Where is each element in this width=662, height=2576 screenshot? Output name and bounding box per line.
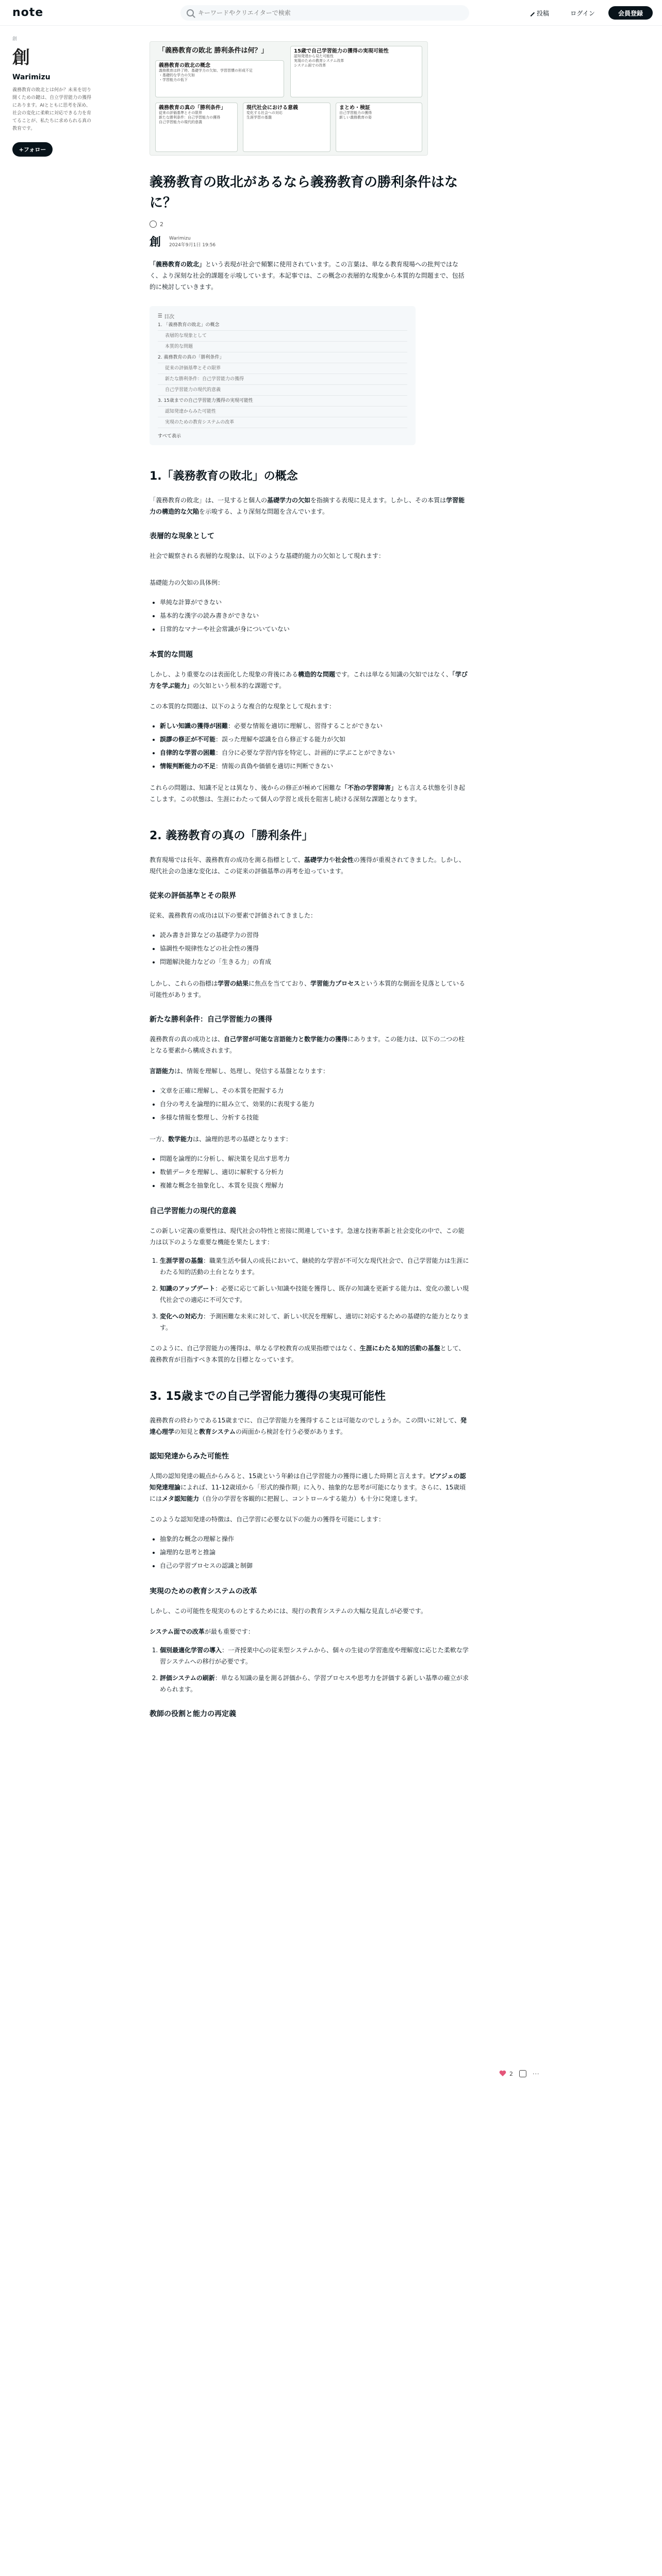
toc-item[interactable]: 従来の評価基準とその限界 (158, 363, 407, 374)
eyecatch-line: 自己学習能力の獲得 (339, 111, 372, 115)
list-item: 2. 評価システムの刷新：単なる知識の量を測る評価から、学習プロセスや思考力を評価する新しい基準の確立が求められます。 (160, 1672, 469, 1695)
like-heart-icon[interactable] (499, 2071, 506, 2077)
eyecatch-box-3 (155, 103, 238, 152)
toc-list (158, 320, 407, 428)
paragraph: これらの問題は、知識不足とは異なり、後からの修正が極めて困難な「不治の学習障害」とも言える状態を引き起こします。この状態は、生涯にわたって個人の学習と成長を阻害し続ける深刻な課題となります。 (150, 784, 466, 803)
toc-item[interactable]: 2. 義務教育の真の「勝利条件」 (158, 352, 407, 363)
bullet-list (150, 1532, 469, 1572)
toc-show-all[interactable]: すべて表示 (158, 434, 181, 439)
bullet-list (150, 1152, 469, 1192)
eyecatch-box-5 (336, 103, 422, 152)
list-item: • 文章を正確に理解し、その本質を把握する力 (160, 1084, 469, 1097)
list-item: 3. 変化への対応力：予測困難な未来に対して、新しい状況を理解し、適切に対応するための基礎的な能力となります。 (160, 1311, 469, 1333)
table-of-contents (150, 306, 416, 445)
section-1-heading: 1.「義務教育の敗北」の概念 (150, 470, 298, 483)
author-avatar[interactable]: 創 (150, 235, 161, 249)
creator-sidebar (12, 46, 95, 157)
eyecatch-line: 認知発達から見た可能性 (294, 54, 334, 58)
paragraph: 社会で観察される表層的な現象は、以下のような基礎的能力の欠如として現れます： (150, 552, 385, 560)
subheading: 自己学習能力の現代的意義 (150, 1207, 236, 1215)
numbered-list (150, 1645, 469, 1695)
paragraph: この新しい定義の重要性は、現代社会の特性と密接に関連しています。急速な技術革新と社会変化の中で、この能力は以下のような重要な機能を果たします： (150, 1227, 465, 1246)
toc-item[interactable]: 3. 15歳までの自己学習能力獲得の実現可能性 (158, 396, 407, 406)
intro-text: という表現が社会で頻繁に使用されています。この言葉は、単なる教育現場への批判ではなく、より深刻な社会的課題を示唆しています。本記事では、この概念の表層的な現象から本質的な問題まで、包括的に検討していきます。 (150, 261, 465, 291)
paragraph: 従来、義務教育の成功は以下の要素で評価されてきました： (150, 912, 317, 919)
bullet-list (150, 928, 469, 969)
eyecatch-line: 実現のための教育システム改革 (294, 59, 344, 63)
pen-icon (527, 9, 535, 16)
creator-name[interactable]: Warimizu (12, 73, 51, 81)
bullet-list (150, 1084, 469, 1124)
eyecatch-box-4 (243, 103, 330, 152)
eyecatch-line: 生涯学習の基盤 (246, 115, 272, 120)
floating-like-count: 2 (509, 2070, 513, 2077)
search-bar[interactable] (180, 5, 469, 21)
toc-title: 目次 (164, 314, 175, 320)
eyecatch-line: 従来の評価基準とその限界 (159, 111, 202, 115)
paragraph: このように、自己学習能力の獲得は、単なる学校教育の成果指標ではなく、生涯にわたる知的活動の基盤として、義務教育が目指すべき本質的な目標となっています。 (150, 1345, 465, 1363)
list-item: • 自分の考えを論理的に組み立て、効果的に表現する能力 (160, 1097, 469, 1111)
list-item: • 日常的なマナーや社会常識が身についていない (160, 622, 469, 636)
eyecatch-image (150, 41, 428, 156)
author-info (169, 235, 216, 249)
list-item: 1. 個別最適化学習の導入：一斉授業中心の従来型システムから、個々の生徒の学習進度や理解度に応じた柔軟な学習システムへの移行が必要です。 (160, 1645, 469, 1667)
follow-button[interactable]: + フォロー (12, 142, 53, 157)
eyecatch-line: 義務教育は終了時、基礎学力の欠如、学習習慣の形成不足 (159, 69, 253, 73)
paragraph: 言語能力は、情報を理解し、処理し、発信する基盤となります： (150, 1067, 329, 1075)
list-item: • 新しい知識の獲得が困難：必要な情報を適切に理解し、習得することができない (160, 719, 469, 733)
toc-item[interactable]: 本質的な問題 (158, 342, 407, 352)
eyecatch-line: システム面での改革 (294, 63, 326, 67)
paragraph: しかし、より重要なのは表面化した現象の背後にある構造的な問題です。これは単なる知識の欠如ではなく、「学び方を学ぶ能力」の欠如という根本的な課題です。 (150, 671, 468, 689)
paragraph: 教育現場では長年、義務教育の成功を測る指標として、基礎学力や社会性の獲得が重視されてきました。しかし、現代社会の急速な変化は、この従来の評価基準の再考を迫っています。 (150, 856, 465, 875)
bullet-list (150, 596, 469, 636)
signup-button[interactable]: 会員登録 (608, 6, 653, 20)
site-header (0, 0, 662, 26)
paragraph: この本質的な問題は、以下のような複合的な現象として現れます： (150, 703, 336, 710)
list-item: • 問題解決能力などの「生きる力」の育成 (160, 955, 469, 969)
eyecatch-box-5-title: まとめ・検証 (339, 105, 370, 111)
list-item: • 単純な計算ができない (160, 596, 469, 609)
paragraph: 一方、数学能力は、論理的思考の基礎となります： (150, 1136, 292, 1143)
author-block (150, 235, 469, 249)
subheading: 表層的な現象として (150, 532, 214, 540)
toc-item[interactable]: 1. 「義務教育の敗北」の概念 (158, 320, 407, 331)
eyecatch-box-4-title: 現代社会における意義 (246, 105, 298, 111)
list-item: • 数値データを理解し、適切に解釈する分析力 (160, 1165, 469, 1179)
heart-icon[interactable] (150, 221, 157, 228)
paragraph: システム面での改革が最も重要です： (150, 1628, 254, 1635)
more-icon[interactable]: ··· (533, 2070, 540, 2077)
eyecatch-line: ・基礎的な学力の欠如 (159, 73, 195, 77)
paragraph: 義務教育の真の成功とは、自己学習が可能な言語能力と数学能力の獲得にあります。この能力は、以下の二つの柱となる要素から構成されます。 (150, 1036, 465, 1054)
search-input[interactable] (198, 9, 456, 16)
numbered-list (150, 1255, 469, 1333)
toc-item[interactable]: 実現のための教育システムの改革 (158, 417, 407, 428)
eyecatch-box-1-title: 義務教育の敗北の概念 (159, 63, 210, 69)
list-item: • 基本的な漢字の読み書きができない (160, 609, 469, 622)
eyecatch-line: 新たな勝利条件：自己学習能力の獲得 (159, 115, 220, 120)
eyecatch-line: 新しい義務教育の姿 (339, 115, 372, 120)
subheading: 新たな勝利条件：自己学習能力の獲得 (150, 1015, 272, 1024)
paragraph: 基礎能力の欠如の具体例： (150, 579, 224, 586)
eyecatch-line: 変化する社会への対応 (246, 111, 283, 115)
list-item: 2. 知識のアップデート：必要に応じて新しい知識や技能を獲得し、既存の知識を更新する能力は、変化の激しい現代社会での適応に不可欠です。 (160, 1283, 469, 1306)
eyecatch-main-title (155, 46, 284, 56)
subheading: 教師の役割と能力の再定義 (150, 1710, 236, 1718)
paragraph: 「義務教育の敗北」は、一見すると個人の基礎学力の欠如を指摘する表現に見えます。しかし、その本質は学習能力の構造的な欠陥を示唆する、より深刻な問題を含んでいます。 (150, 497, 465, 515)
list-item: • 読み書き計算などの基礎学力の習得 (160, 928, 469, 942)
list-item: • 情報判断能力の不足：情報の真偽や価値を適切に判断できない (160, 759, 469, 773)
eyecatch-box-2-title: 15歳で自己学習能力の獲得の実現可能性 (294, 48, 389, 54)
paragraph: 義務教育の終わりである15歳までに、自己学習能力を獲得することは可能なのでしょうか。この問いに対して、発達心理学の知見と教育システムの両面から検討を行う必要があります。 (150, 1417, 467, 1435)
eyecatch-line: 自己学習能力の現代的意義 (159, 120, 202, 124)
publish-date: 2024年9月1日 19:56 (169, 243, 216, 248)
toc-item[interactable]: 表層的な現象として (158, 331, 407, 342)
intro-paragraph (150, 259, 469, 293)
list-item: • 問題を論理的に分析し、解決策を見出す思考力 (160, 1152, 469, 1165)
eyecatch-main-text: 「義務教育の敗北 勝利条件は何？」 (158, 47, 268, 55)
article-title: 義務教育の敗北があるなら義務教育の勝利条件はなに？ (150, 175, 458, 211)
list-item: 1. 生涯学習の基盤：職業生活や個人の成長において、継続的な学習が不可欠な現代社会で、自己学習能力は生涯にわたる知的活動の土台となります。 (160, 1255, 469, 1278)
list-item: • 多様な情報を整理し、分析する技能 (160, 1111, 469, 1124)
share-icon[interactable] (519, 2070, 526, 2077)
note-logo[interactable]: note (12, 6, 44, 19)
creator-avatar[interactable]: 創 (12, 47, 30, 68)
like-count-value: 2 (160, 221, 163, 228)
paragraph: しかし、この可能性を現実のものとするためには、現行の教育システムの大幅な見直しが必要です。 (150, 1607, 427, 1615)
eyecatch-box-3-title: 義務教育の真の「勝利条件」 (159, 105, 226, 111)
follow-label: フォロー (23, 146, 46, 153)
eyecatch-box-1 (155, 60, 284, 97)
bullet-list (150, 719, 469, 773)
author-name[interactable]: Warimizu (169, 236, 191, 241)
section-3-heading: 3. 15歳までの自己学習能力獲得の実現可能性 (150, 1390, 386, 1403)
list-item: • 誤謬の修正が不可能：誤った理解や認識を自ら修正する能力が欠如 (160, 733, 469, 746)
eyecatch-box-2 (290, 46, 422, 97)
sidebar-top-avatar[interactable]: 創 (12, 37, 18, 42)
subheading: 本質的な問題 (150, 651, 193, 659)
paragraph: しかし、これらの指標は学習の結果に焦点を当てており、学習能力プロセスという本質的な側面を見落としている可能性があります。 (150, 980, 466, 998)
list-item: • 抽象的な概念の理解と操作 (160, 1532, 469, 1546)
like-count[interactable] (150, 221, 469, 228)
list-item: • 複雑な概念を抽象化し、本質を見抜く理解力 (160, 1179, 469, 1192)
eyecatch-line: ・学習能力の低下 (159, 78, 188, 82)
article (150, 41, 469, 1719)
login-button[interactable]: ログイン (570, 9, 595, 17)
toc-item[interactable]: 自己学習能力の現代的意義 (158, 385, 407, 396)
list-item: • 自律的な学習の困難：自分に必要な学習内容を特定し、計画的に学ぶことができない (160, 746, 469, 759)
floating-actions (499, 2070, 540, 2077)
list-item: • 自己の学習プロセスの認識と制御 (160, 1559, 469, 1572)
subheading: 実現のための教育システムの改革 (150, 1587, 257, 1596)
subheading: 認知発達からみた可能性 (150, 1452, 229, 1461)
subheading: 従来の評価基準とその限界 (150, 892, 236, 900)
toc-item[interactable]: 新たな勝利条件：自己学習能力の獲得 (158, 374, 407, 385)
section-2-heading: 2. 義務教育の真の「勝利条件」 (150, 829, 313, 842)
toc-header[interactable]: ☰ 目次 (158, 313, 175, 320)
search-icon (187, 9, 194, 16)
write-button[interactable] (521, 6, 557, 20)
list-item: • 論理的な思考と推論 (160, 1546, 469, 1559)
intro-bold: 「義務教育の敗北」 (150, 261, 206, 268)
list-item: • 協調性や規律性などの社会性の獲得 (160, 942, 469, 955)
paragraph: 人間の認知発達の観点からみると、15歳という年齢は自己学習能力の獲得に適した時期と言えます。ピアジェの認知発達理論によれば、11-12歳頃から「形式的操作期」に入り、抽象的な思考が可能になります。さらに、15歳頃にはメタ認知能力（自分の学習を客観的に把握し、コントロールする能力）も十分に発達します。 (150, 1472, 466, 1502)
toc-item[interactable]: 認知発達からみた可能性 (158, 406, 407, 417)
paragraph: このような認知発達の特徴は、自己学習に必要な以下の能力の獲得を可能にします： (150, 1516, 385, 1523)
write-label: 投稿 (536, 9, 549, 17)
creator-bio: 義務教育の敗北とは何か？未来を切り開くための鍵は、自立学習能力の獲得にあります。AIとともに思考を深め、社会の変化に柔軟に対応できる力を育てることが、私たちに求められる真の教育です。 (12, 88, 92, 131)
